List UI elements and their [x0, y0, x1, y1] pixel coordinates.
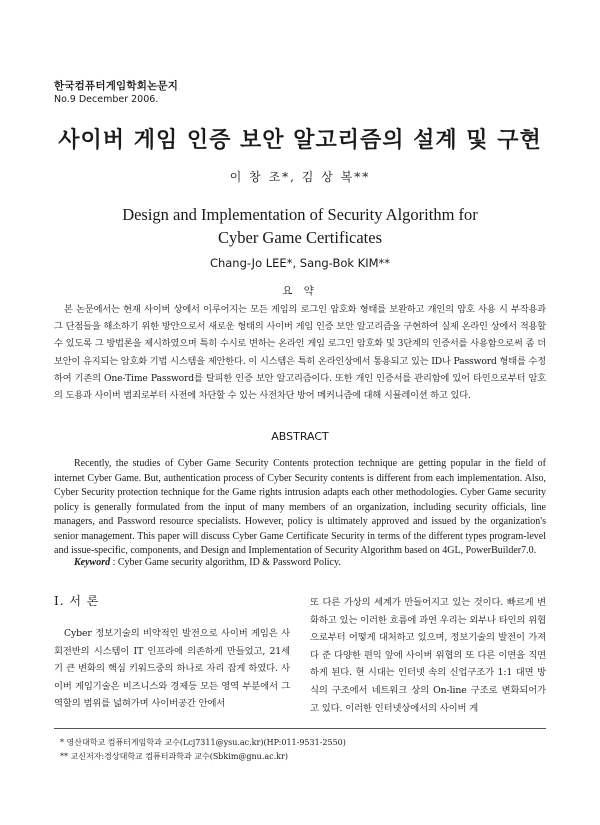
korean-abstract-heading: 요 약 [282, 285, 318, 297]
journal-issue: No.9 December 2006. [54, 94, 159, 105]
footnote-divider [54, 728, 546, 729]
section-heading-introduction: Ⅰ. 서 론 [54, 594, 100, 608]
english-authors: Chang-Jo LEE*, Sang-Bok KIM** [209, 256, 391, 270]
english-abstract-heading: ABSTRACT [271, 430, 329, 443]
english-abstract-text: Recently, the studies of Cyber Game Security Contents protection technique are getting popular in the field of internet Cyber Game. But, authentication process of Cyber Security contents is different from each implementation. Also, Cyber Security protection technique for the Game rights intrusion adapts each other methodologies. Cyber Game security policy is generally formulated from the input of many members of an organization, including security officials, line managers, and Password resource specialists. However, policy is ultimately approved and issued by the organization's senior management. This paper will discuss Cyber Game Certificate Security in terms of the different types program-level and issue-specific, components, and Design and Implementation of Security Algorithm based on 4GL, PowerBuilder7.0. [54, 458, 546, 556]
keywords [74, 556, 546, 570]
korean-title: 사이버 게임 인증 보안 알고리즘의 설계 및 구현 [58, 127, 542, 153]
introduction-text-right: 또 다른 가상의 세계가 만들어지고 있는 것이다. 빠르게 변화하고 있는 이러한 흐름에 과연 우리는 외부나 타인의 위협으로부터 어떻게 대처하고 있으며, 정보기술의 발전이 가져다 준 다양한 편익 앞에 사이버 위협의 또 다른 이면을 직면하게 된다. 현 시대는 인터넷 속의 신업구조가 1:1 대면 방식의 구조에서 네트워크 상의 On-line 구조로 변화되어가고 있다. 이러한 인터넷상에서의 사이버 게 [310, 597, 546, 714]
korean-authors: 이 창 조*, 김 상 복** [229, 170, 371, 184]
korean-abstract-text: 본 논문에서는 현재 사이버 상에서 이루어지는 모든 게임의 로그인 암호화 형태를 보완하고 개인의 암호 사용 시 부작용과 그 단점들을 해소하기 위한 방안으로서 새로운 형태의 사이버 게임 인증 보안 알고리즘을 구현하여 실제 온라인 상에서 적용할 수 있도록 그 방법론을 제시하였으며 특히 수시로 변하는 온라인 게임 로그인 암호화 및 3단계의 인증서를 사용함으로써 좀 더 보안이 유지되는 암호화 기법 시스템을 제안한다. 이 시스템은 특히 온라인상에서 통용되고 있는 ID나 Password 형태를 수정하여 기존의 One-Time Password를 탈피한 인증 보안 알고리즘이다. 또한 개인 인증서를 관리함에 있어 타인으로부터 암호의 도용과 사이버 범죄로부터 사전에 차단할 수 있는 사전차단 방어 메커니즘에 대해 시뮬레이션 하고 있다. [54, 304, 546, 402]
introduction-text-left: Cyber 정보기술의 비약적인 발전으로 사이버 게임은 사회전반의 시스템이 IT 인프라에 의존하게 만들었고, 21세기 큰 변화의 핵심 키워드중의 하나로 자리 잡게 하였다. 사이버 게임기술은 비즈니스와 경제등 모든 영역 부분에서 그 역할의 범위를 넓혀가며 사이버공간 안에서 [54, 628, 290, 710]
english-title [0, 203, 600, 249]
english-title-line-1: Design and Implementation of Security Algorithm for [122, 205, 478, 224]
keywords-text: : Cyber Game security algorithm, ID & Password Policy. [112, 557, 341, 568]
journal-name: 한국컴퓨터게임학회논문지 [54, 80, 179, 92]
keywords-label: Keyword [74, 557, 111, 568]
footnote-author-2: ** 교신저자:경상대학교 컴퓨터과학과 교수(Sbkim@gnu.ac.kr) [60, 752, 288, 761]
journal-header [54, 80, 178, 106]
body-column-right [310, 594, 546, 717]
body-column-left [54, 594, 290, 713]
english-title-line-2: Cyber Game Certificates [217, 228, 383, 247]
footnote-author-1: * 영산대학교 컴퓨터게임학과 교수(Lcj7311@ysu.ac.kr)(HP:011-9531-2550) [60, 738, 346, 747]
footnotes [60, 736, 546, 764]
